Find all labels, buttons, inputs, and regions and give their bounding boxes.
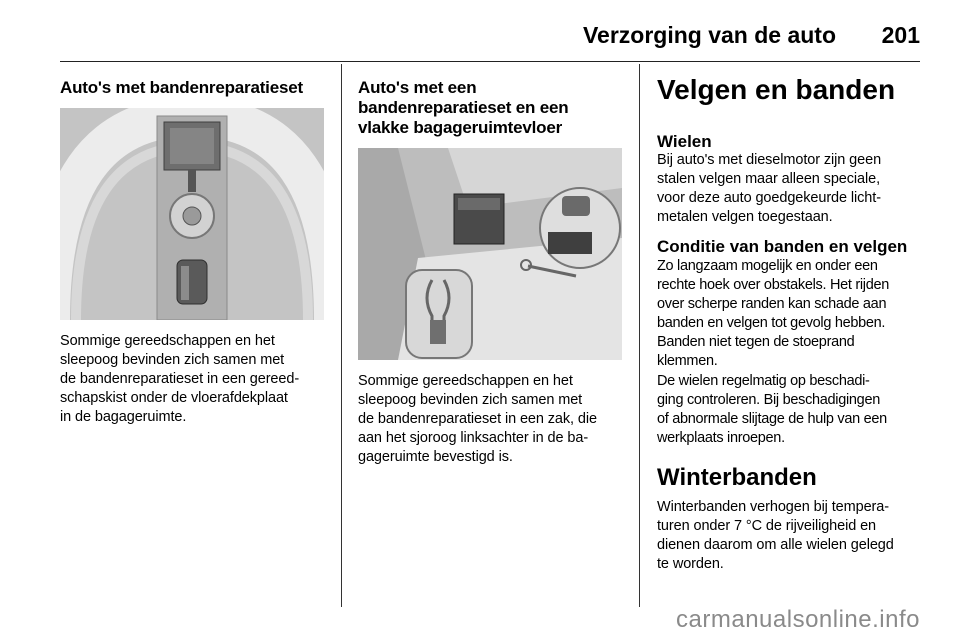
column-divider-2 — [639, 64, 640, 607]
section-paragraph: Sommige gereedschappen en het sleepoog bevinden zich samen met de bandenreparatieset in een zak, die aan het sjoroog linksachter in de ba- gageruimte bevestigd is. — [358, 373, 597, 465]
subsection-heading-winter: Winterbanden — [657, 464, 817, 491]
condition-paragraph-1: Zo langzaam mogelijk en onder een rechte hoek over obstakels. Het rijden over scherpe randen kan schade aan banden en velgen tot gevolg hebben. Banden niet tegen de stoeprand klemmen. — [657, 258, 890, 369]
wheels-paragraph: Bij auto's met dieselmotor zijn geen stalen velgen maar alleen speciale, voor deze auto goedgekeurde licht- metalen velgen toegestaan. — [657, 152, 882, 225]
header-divider — [60, 61, 920, 62]
toolbox-illustration — [60, 108, 324, 320]
chapter-title: Verzorging van de auto — [582, 22, 836, 48]
condition-paragraph-2: De wielen regelmatig op beschadi- ging controleren. Bij beschadigingen of abnormale slijtage de hulp van een werkplaats inroepen. — [657, 373, 887, 446]
trunk-drawing — [358, 148, 622, 360]
section-heading: Auto's met bandenreparatieset — [60, 78, 303, 97]
subsection-heading-wheels: Wielen — [657, 132, 712, 151]
section-heading: Auto's met een bandenreparatieset en een vlakke bagageruimtevloer — [358, 78, 569, 137]
trunk-illustration — [358, 148, 622, 360]
winter-paragraph: Winterbanden verhogen bij tempera- turen onder 7 °C de rijveiligheid en dienen daarom om alle wielen gelegd te worden. — [657, 499, 894, 572]
section-title: Velgen en banden — [657, 74, 896, 105]
column-divider-1 — [341, 64, 342, 607]
toolbox-drawing — [60, 108, 324, 320]
page-number: 201 — [881, 22, 920, 48]
section-paragraph: Sommige gereedschappen en het sleepoog bevinden zich samen met de bandenreparatieset in een gereed- schapskist onder de vloerafdekplaat in de bagageruimte. — [60, 333, 300, 425]
page-header — [60, 14, 920, 58]
subsection-heading-condition: Conditie van banden en velgen — [657, 237, 908, 256]
watermark: carmanualsonline.info — [676, 606, 920, 633]
